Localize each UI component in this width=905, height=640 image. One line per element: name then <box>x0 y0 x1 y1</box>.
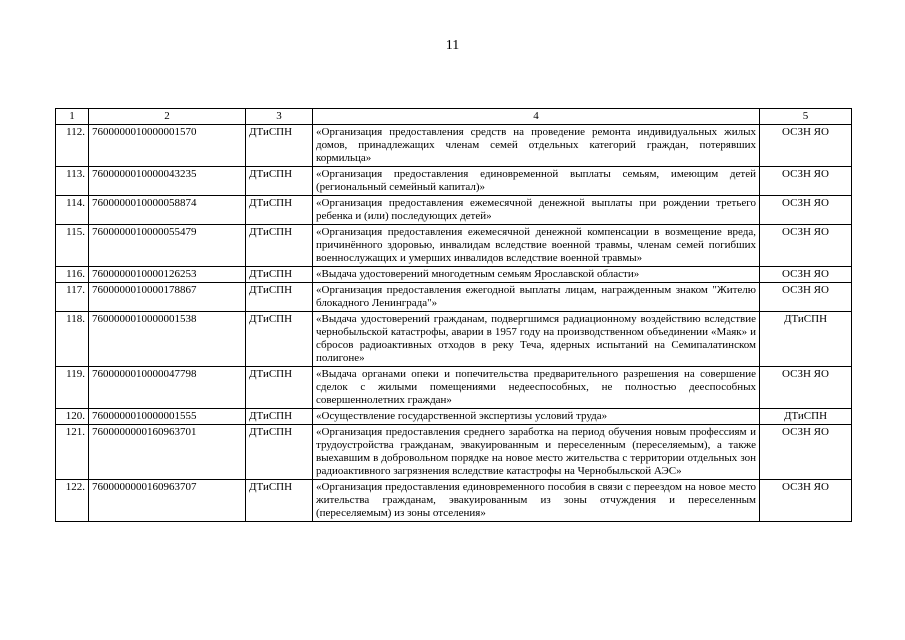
executor: ОСЗН ЯО <box>760 283 852 312</box>
executor: ОСЗН ЯО <box>760 367 852 409</box>
service-title: «Выдача удостоверений гражданам, подвергшимся радиационному воздействию вследствие чернобыльской катастрофы, аварии в 1957 году на производственном объединении «Маяк» и сбросов радиоактивных отходов в реку Теча, ядерных испытаний на Семипалатинском полигоне» <box>313 312 760 367</box>
department: ДТиСПН <box>246 167 313 196</box>
row-number: 118. <box>56 312 89 367</box>
department: ДТиСПН <box>246 196 313 225</box>
table-row <box>56 267 852 283</box>
service-code: 7600000010000001570 <box>89 125 246 167</box>
service-title: «Организация предоставления ежемесячной денежной выплаты при рождении третьего ребенка и (или) последующих детей» <box>313 196 760 225</box>
service-code: 7600000000160963701 <box>89 425 246 480</box>
service-code: 7600000000160963707 <box>89 480 246 522</box>
table-body <box>56 125 852 522</box>
table-row <box>56 409 852 425</box>
service-title: «Организация предоставления среднего заработка на период обучения новым профессиям и трудоустройства гражданам, эвакуированным и переселенным (переселяемым), а также выехавшим в добровольном порядке на новое место жительства с территории отдельных зон радиоактивного загрязнения вследствие катастрофы на Чернобыльской АЭС» <box>313 425 760 480</box>
column-number-row <box>56 109 852 125</box>
table-row <box>56 125 852 167</box>
executor: ДТиСПН <box>760 409 852 425</box>
service-code: 7600000010000001555 <box>89 409 246 425</box>
row-number: 113. <box>56 167 89 196</box>
table-row <box>56 425 852 480</box>
row-number: 114. <box>56 196 89 225</box>
service-title: «Организация предоставления средств на проведение ремонта индивидуальных жилых домов, принадлежащих членам семей отдельных категорий граждан, потерявших кормильца» <box>313 125 760 167</box>
department: ДТиСПН <box>246 409 313 425</box>
row-number: 121. <box>56 425 89 480</box>
executor: ОСЗН ЯО <box>760 225 852 267</box>
executor: ОСЗН ЯО <box>760 196 852 225</box>
row-number: 122. <box>56 480 89 522</box>
department: ДТиСПН <box>246 312 313 367</box>
executor: ОСЗН ЯО <box>760 167 852 196</box>
column-number-2: 2 <box>89 109 246 125</box>
services-table <box>55 108 852 522</box>
executor: ОСЗН ЯО <box>760 480 852 522</box>
table-row <box>56 167 852 196</box>
service-title: «Осуществление государственной экспертизы условий труда» <box>313 409 760 425</box>
service-code: 7600000010000058874 <box>89 196 246 225</box>
table-row <box>56 283 852 312</box>
page-number: 11 <box>445 38 460 53</box>
executor: ОСЗН ЯО <box>760 425 852 480</box>
table-row <box>56 480 852 522</box>
table-row <box>56 196 852 225</box>
service-title: «Организация предоставления единовременного пособия в связи с переездом на новое место жительства гражданам, эвакуированным из зоны отчуждения и переселенным (переселяемым) из зоны отселения» <box>313 480 760 522</box>
executor: ОСЗН ЯО <box>760 125 852 167</box>
table-row <box>56 225 852 267</box>
service-title: «Организация предоставления ежегодной выплаты лицам, награжденным знаком "Жителю блокадного Ленинграда"» <box>313 283 760 312</box>
table-row <box>56 312 852 367</box>
service-code: 7600000010000178867 <box>89 283 246 312</box>
executor: ДТиСПН <box>760 312 852 367</box>
service-code: 7600000010000043235 <box>89 167 246 196</box>
table-row <box>56 367 852 409</box>
row-number: 112. <box>56 125 89 167</box>
row-number: 116. <box>56 267 89 283</box>
service-code: 7600000010000001538 <box>89 312 246 367</box>
column-number-5: 5 <box>760 109 852 125</box>
department: ДТиСПН <box>246 125 313 167</box>
department: ДТиСПН <box>246 267 313 283</box>
department: ДТиСПН <box>246 225 313 267</box>
department: ДТиСПН <box>246 367 313 409</box>
row-number: 119. <box>56 367 89 409</box>
service-title: «Организация предоставления ежемесячной денежной компенсации в возмещение вреда, причинённого здоровью, инвалидам вследствие военной травмы, членам семей погибших военнослужащих и умерших инвалидов вследствие военной травмы» <box>313 225 760 267</box>
column-number-3: 3 <box>246 109 313 125</box>
row-number: 115. <box>56 225 89 267</box>
executor: ОСЗН ЯО <box>760 267 852 283</box>
service-title: «Организация предоставления единовременной выплаты семьям, имеющим детей (региональный семейный капитал)» <box>313 167 760 196</box>
service-title: «Выдача удостоверений многодетным семьям Ярославской области» <box>313 267 760 283</box>
column-number-4: 4 <box>313 109 760 125</box>
department: ДТиСПН <box>246 425 313 480</box>
column-number-1: 1 <box>56 109 89 125</box>
service-code: 7600000010000055479 <box>89 225 246 267</box>
row-number: 117. <box>56 283 89 312</box>
service-title: «Выдача органами опеки и попечительства предварительного разрешения на совершение сделок с жилыми помещениями недееспособных, не полностью дееспособных совершеннолетних граждан» <box>313 367 760 409</box>
service-code: 7600000010000047798 <box>89 367 246 409</box>
department: ДТиСПН <box>246 283 313 312</box>
row-number: 120. <box>56 409 89 425</box>
service-code: 7600000010000126253 <box>89 267 246 283</box>
department: ДТиСПН <box>246 480 313 522</box>
